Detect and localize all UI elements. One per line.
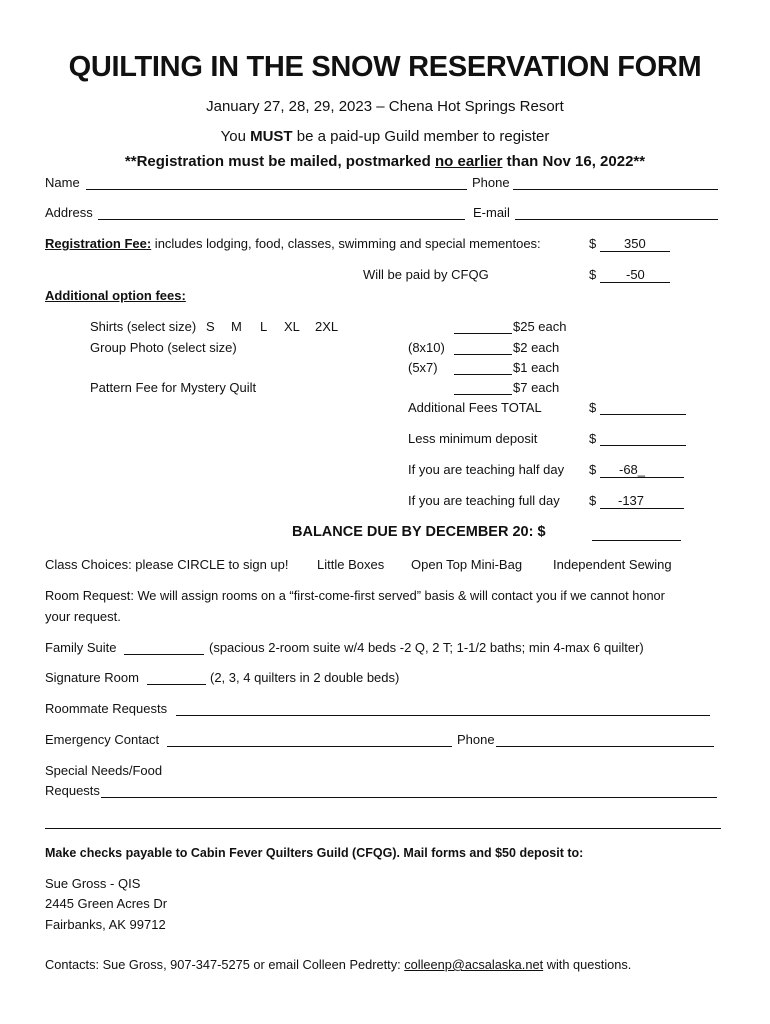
teach-full-dollar: $: [589, 493, 597, 508]
event-dates: January 27, 28, 29, 2023 – Chena Hot Springs Resort: [206, 98, 564, 115]
contacts-pre: Contacts: Sue Gross, 907-347-5275 or email Colleen Pedretty:: [45, 957, 405, 972]
email-field[interactable]: [515, 219, 718, 220]
mail-underline: no earlier: [434, 153, 503, 170]
class-option-little-boxes[interactable]: Little Boxes: [317, 557, 385, 572]
room-request-line1: Room Request: We will assign rooms on a “first-come-first served” basis & will contact you if we cannot honor: [45, 588, 665, 603]
shirts-label: Shirts (select size): [90, 319, 197, 334]
pattern-fee-label: Pattern Fee for Mystery Quilt: [90, 380, 257, 395]
mail-address-line3: Fairbanks, AK 99712: [45, 917, 166, 932]
pattern-price: $7 each: [513, 380, 560, 395]
roommate-field[interactable]: [176, 715, 710, 716]
family-suite-field[interactable]: [124, 654, 204, 655]
name-label: Name: [45, 175, 80, 190]
additional-total-label: Additional Fees TOTAL: [408, 400, 542, 415]
class-option-mini-bag[interactable]: Open Top Mini-Bag: [411, 557, 523, 572]
teach-full-amount: -137: [618, 493, 645, 508]
less-deposit-label: Less minimum deposit: [408, 431, 538, 446]
photo-5x7-price: $1 each: [513, 360, 560, 375]
shirt-size-xl[interactable]: XL: [284, 319, 300, 334]
mail-notice: [0, 152, 770, 172]
additional-total-dollar: $: [589, 400, 597, 415]
less-deposit-field[interactable]: [600, 445, 686, 446]
contact-email-link[interactable]: colleenp@acsalaska.net: [404, 957, 544, 972]
email-label: E-mail: [473, 205, 510, 220]
emergency-phone-label: Phone: [457, 732, 495, 747]
special-needs-field[interactable]: [101, 797, 717, 798]
special-needs-label-line2: Requests: [45, 783, 100, 798]
shirt-size-m[interactable]: M: [231, 319, 242, 334]
must-bold: MUST: [250, 128, 293, 145]
address-field[interactable]: [98, 219, 465, 220]
registration-fee-label: Registration Fee:: [45, 236, 152, 251]
section-divider: [45, 828, 721, 829]
registration-dollar: $: [589, 236, 597, 251]
teach-half-dollar: $: [589, 462, 597, 477]
family-suite-label: Family Suite: [45, 640, 117, 655]
less-deposit-dollar: $: [589, 431, 597, 446]
class-option-independent-sewing[interactable]: Independent Sewing: [553, 557, 672, 572]
family-suite-desc: (spacious 2-room suite w/4 beds -2 Q, 2 T; 1-1/2 baths; min 4-max 6 quilter): [209, 640, 644, 655]
pattern-qty-field[interactable]: [454, 394, 512, 395]
shirts-qty-field[interactable]: [454, 333, 512, 334]
teach-full-label: If you are teaching full day: [408, 493, 560, 508]
balance-due-label: BALANCE DUE BY DECEMBER 20: $: [292, 524, 546, 540]
emergency-phone-field[interactable]: [496, 746, 714, 747]
phone-field[interactable]: [513, 189, 718, 190]
cfqg-label: Will be paid by CFQG: [363, 267, 489, 282]
special-needs-label-line1: Special Needs/Food: [45, 763, 163, 778]
contacts-post: with questions.: [543, 957, 632, 972]
signature-room-desc: (2, 3, 4 quilters in 2 double beds): [210, 670, 400, 685]
name-field[interactable]: [86, 189, 467, 190]
shirts-price: $25 each: [513, 319, 567, 334]
mail-address-line2: 2445 Green Acres Dr: [45, 896, 168, 911]
phone-label: Phone: [472, 175, 510, 190]
room-request-line2: your request.: [45, 609, 121, 624]
shirt-size-s[interactable]: S: [206, 319, 215, 334]
roommate-label: Roommate Requests: [45, 701, 168, 716]
balance-due-field[interactable]: [592, 540, 681, 541]
address-label: Address: [45, 205, 93, 220]
cfqg-amount: -50: [626, 267, 645, 282]
registration-fee-desc: includes lodging, food, classes, swimming and special mementoes:: [151, 236, 541, 251]
cfqg-dollar: $: [589, 267, 597, 282]
signature-room-field[interactable]: [147, 684, 206, 685]
membership-notice: [0, 127, 770, 147]
emergency-contact-label: Emergency Contact: [45, 732, 160, 747]
photo-5x7-label: (5x7): [408, 360, 438, 375]
photo-8x10-label: (8x10): [408, 340, 445, 355]
checks-payable-note: Make checks payable to Cabin Fever Quilters Guild (CFQG). Mail forms and $50 deposit to:: [45, 846, 584, 860]
photo-8x10-qty-field[interactable]: [454, 354, 512, 355]
signature-room-label: Signature Room: [45, 670, 139, 685]
teach-half-amount: -68_: [619, 462, 646, 477]
mail-address-line1: Sue Gross - QIS: [45, 876, 141, 891]
mail-post: than Nov 16, 2022**: [502, 153, 646, 170]
shirt-size-2xl[interactable]: 2XL: [315, 319, 339, 334]
additional-total-field[interactable]: [600, 414, 686, 415]
contacts-line: [45, 957, 631, 973]
mail-pre: **Registration must be mailed, postmarked: [124, 153, 435, 170]
registration-fee-row: [45, 236, 541, 252]
form-title: QUILTING IN THE SNOW RESERVATION FORM: [68, 51, 702, 83]
photo-5x7-qty-field[interactable]: [454, 374, 512, 375]
emergency-contact-field[interactable]: [167, 746, 452, 747]
must-post: be a paid-up Guild member to register: [292, 128, 550, 145]
photo-8x10-price: $2 each: [513, 340, 560, 355]
class-choices-label: Class Choices: please CIRCLE to sign up!: [45, 557, 289, 572]
must-pre: You: [220, 128, 251, 145]
group-photo-label: Group Photo (select size): [90, 340, 237, 355]
additional-fees-heading: Additional option fees:: [45, 288, 186, 303]
registration-amount: 350: [624, 236, 646, 251]
teach-half-label: If you are teaching half day: [408, 462, 565, 477]
shirt-size-l[interactable]: L: [260, 319, 268, 334]
